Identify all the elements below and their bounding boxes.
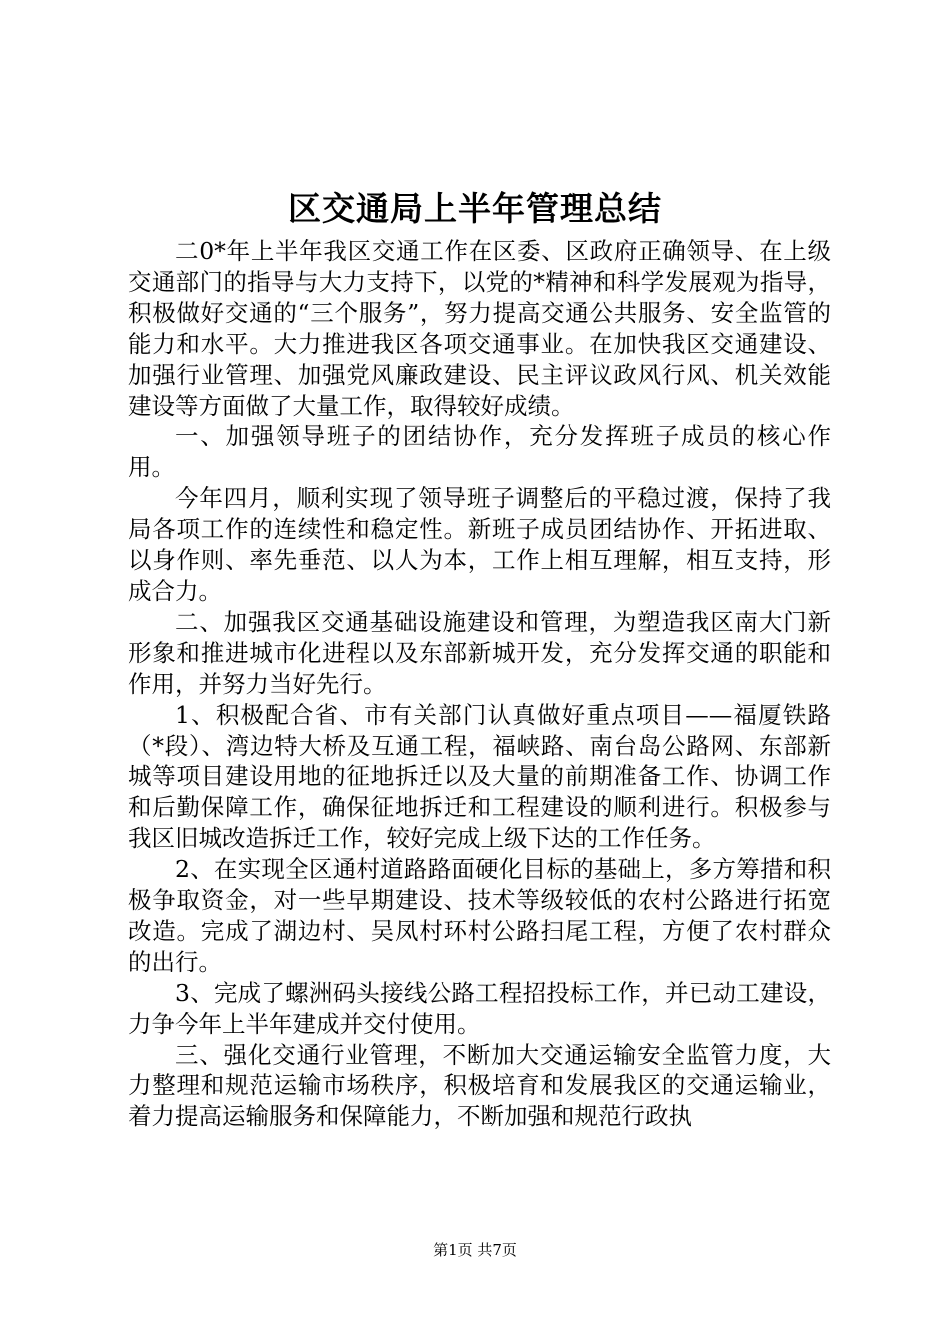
document-body (128, 236, 831, 1132)
paragraph-item-3: 3、完成了螺洲码头接线公路工程招投标工作，并已动工建设，力争今年上半年建成并交付使用。 (128, 978, 831, 1038)
paragraph-item-2: 2、在实现全区通村道路路面硬化目标的基础上，多方筹措和积极争取资金，对一些早期建设、技术等级较低的农村公路进行拓宽改造。完成了湖边村、吴凤村环村公路扫尾工程，方便了农村群众的出行。 (128, 855, 831, 976)
section-heading-2: 二、加强我区交通基础设施建设和管理，为塑造我区南大门新形象和推进城市化进程以及东部新城开发，充分发挥交通的职能和作用，并努力当好先行。 (128, 607, 831, 698)
page-footer: 第1页 共7页 (433, 1241, 517, 1259)
paragraph-section-1: 今年四月，顺利实现了领导班子调整后的平稳过渡，保持了我局各项工作的连续性和稳定性。新班子成员团结协作、开拓进取、以身作则、率先垂范、以人为本，工作上相互理解，相互支持，形成合力。 (128, 484, 831, 605)
section-heading-1: 一、加强领导班子的团结协作，充分发挥班子成员的核心作用。 (128, 422, 831, 482)
document-title: 区交通局上半年管理总结 (288, 189, 662, 228)
paragraph-item-1: 1、积极配合省、市有关部门认真做好重点项目——福厦铁路（*段）、湾边特大桥及互通工程，福峡路、南台岛公路网、东部新城等项目建设用地的征地拆迁以及大量的前期准备工作、协调工作和后勤保障工作，确保征地拆迁和工程建设的顺利进行。积极参与我区旧城改造拆迁工作，较好完成上级下达的工作任务。 (128, 700, 831, 853)
paragraph-intro: 二0*年上半年我区交通工作在区委、区政府正确领导、在上级交通部门的指导与大力支持下，以党的*精神和科学发展观为指导，积极做好交通的“三个服务”，努力提高交通公共服务、安全监管的能力和水平。大力推进我区各项交通事业。在加快我区交通建设、加强行业管理、加强党风廉政建设、民主评议政风行风、机关效能建设等方面做了大量工作，取得较好成绩。 (128, 237, 831, 420)
section-heading-3: 三、强化交通行业管理，不断加大交通运输安全监管力度，大力整理和规范运输市场秩序，积极培育和发展我区的交通运输业，着力提高运输服务和保障能力，不断加强和规范行政执 (128, 1040, 831, 1131)
